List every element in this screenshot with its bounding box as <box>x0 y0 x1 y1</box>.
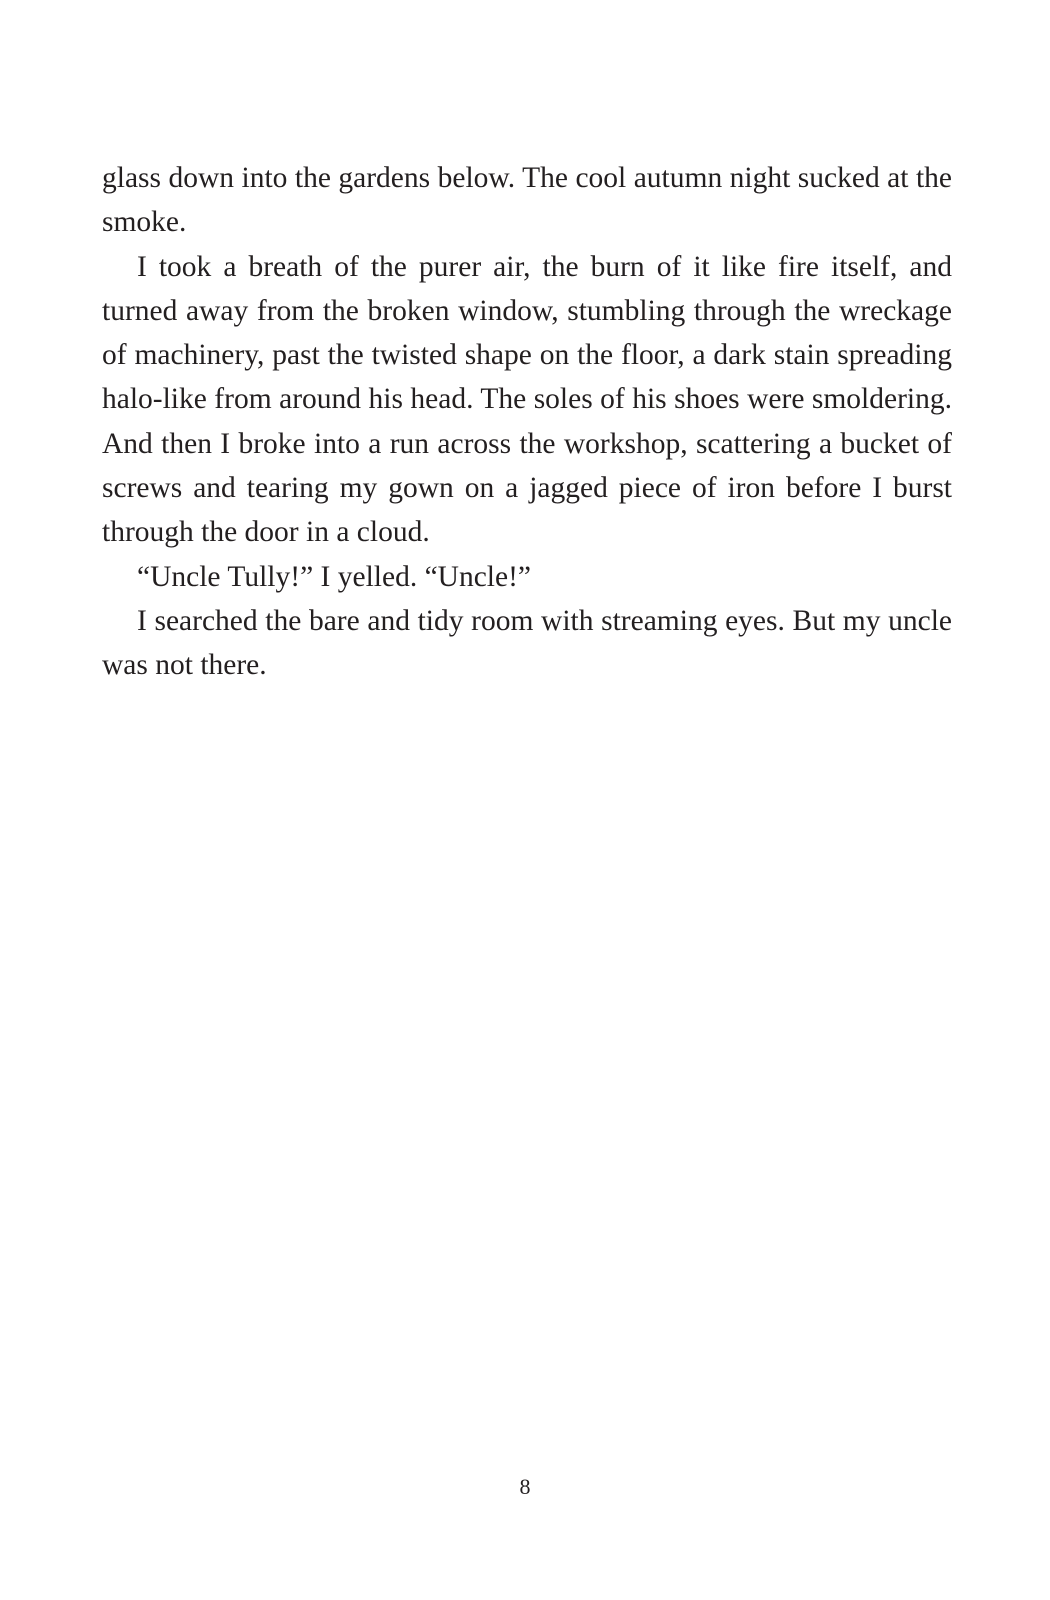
paragraph: I took a breath of the purer air, the burn of it like fire itself, and turned away from the broken window, stumbling through the wreckage of machinery, past the twisted shape on the floor, a dark stain spreading halo-like from around his head. The soles of his shoes were smoldering. And then I broke into a run across the workshop, scattering a bucket of screws and tearing my gown on a jagged piece of iron before I burst through the door in a cloud. <box>102 250 952 549</box>
paragraph-dialogue: “Uncle Tully!” I yelled. “Uncle!” <box>137 560 532 593</box>
paragraph-continued: glass down into the gardens below. The cool autumn night sucked at the smoke. <box>102 162 952 239</box>
page-body-text <box>102 156 952 688</box>
paragraph: I searched the bare and tidy room with streaming eyes. But my uncle was not there. <box>102 604 952 682</box>
page-number: 8 <box>519 1474 531 1499</box>
